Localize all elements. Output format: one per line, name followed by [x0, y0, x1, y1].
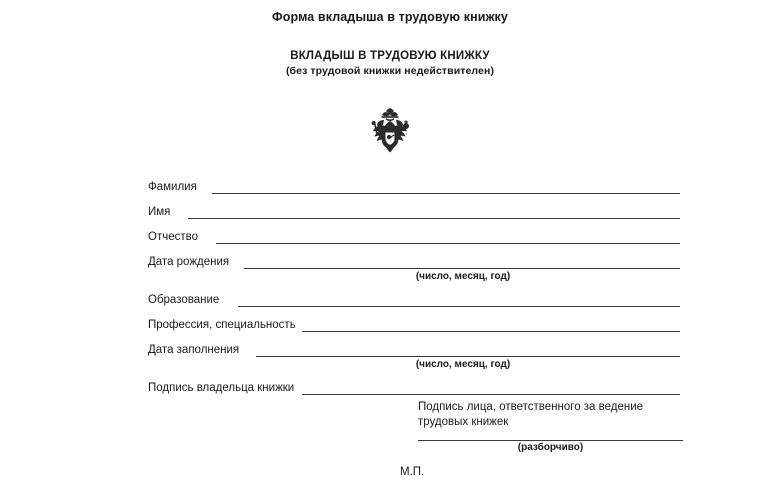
- form-fields: [0, 180, 780, 406]
- field-hint-fill-date: (число, месяц, год): [415, 359, 511, 370]
- field-row-surname: [0, 180, 780, 205]
- responsible-person-block: [418, 400, 718, 430]
- responsible-person-line2: трудовых книжек: [418, 416, 509, 428]
- field-label-education: Образование: [148, 294, 220, 306]
- field-input-patronymic[interactable]: [216, 230, 680, 244]
- field-label-firstname: Имя: [148, 206, 171, 218]
- field-input-profession[interactable]: [302, 318, 680, 332]
- field-label-fill-date: Дата заполнения: [148, 344, 240, 356]
- responsible-signature-hint: (разборчиво): [517, 442, 584, 453]
- field-row-birthdate: [0, 255, 780, 293]
- field-input-owner-signature[interactable]: [302, 381, 680, 395]
- document-subtitle-note: (без трудовой книжки недействителен): [285, 65, 495, 77]
- field-row-profession: [0, 318, 780, 343]
- document-subtitle-block: [0, 50, 780, 77]
- field-row-fill-date: [0, 343, 780, 381]
- field-hint-birthdate: (число, месяц, год): [415, 271, 511, 282]
- russian-coat-of-arms-icon: [364, 108, 416, 166]
- responsible-signature-input[interactable]: [418, 440, 683, 441]
- field-row-education: [0, 293, 780, 318]
- field-input-birthdate[interactable]: [244, 255, 680, 269]
- field-input-fill-date[interactable]: [256, 343, 680, 357]
- field-label-patronymic: Отчество: [148, 231, 198, 243]
- field-label-owner-signature: Подпись владельца книжки: [148, 382, 295, 394]
- stamp-place-label: М.П.: [400, 466, 425, 478]
- field-label-birthdate: Дата рождения: [148, 256, 230, 268]
- field-input-education[interactable]: [238, 293, 680, 307]
- field-label-profession: Профессия, специальность: [148, 319, 296, 331]
- field-label-surname: Фамилия: [148, 181, 197, 193]
- document-subtitle-main: ВКЛАДЫШ В ТРУДОВУЮ КНИЖКУ: [290, 50, 490, 62]
- field-row-firstname: [0, 205, 780, 230]
- responsible-person-line1: Подпись лица, ответственного за ведение: [418, 401, 644, 413]
- field-input-surname[interactable]: [212, 180, 680, 194]
- page-title: Форма вкладыша в трудовую книжку: [272, 10, 508, 24]
- field-input-firstname[interactable]: [188, 205, 680, 219]
- field-row-patronymic: [0, 230, 780, 255]
